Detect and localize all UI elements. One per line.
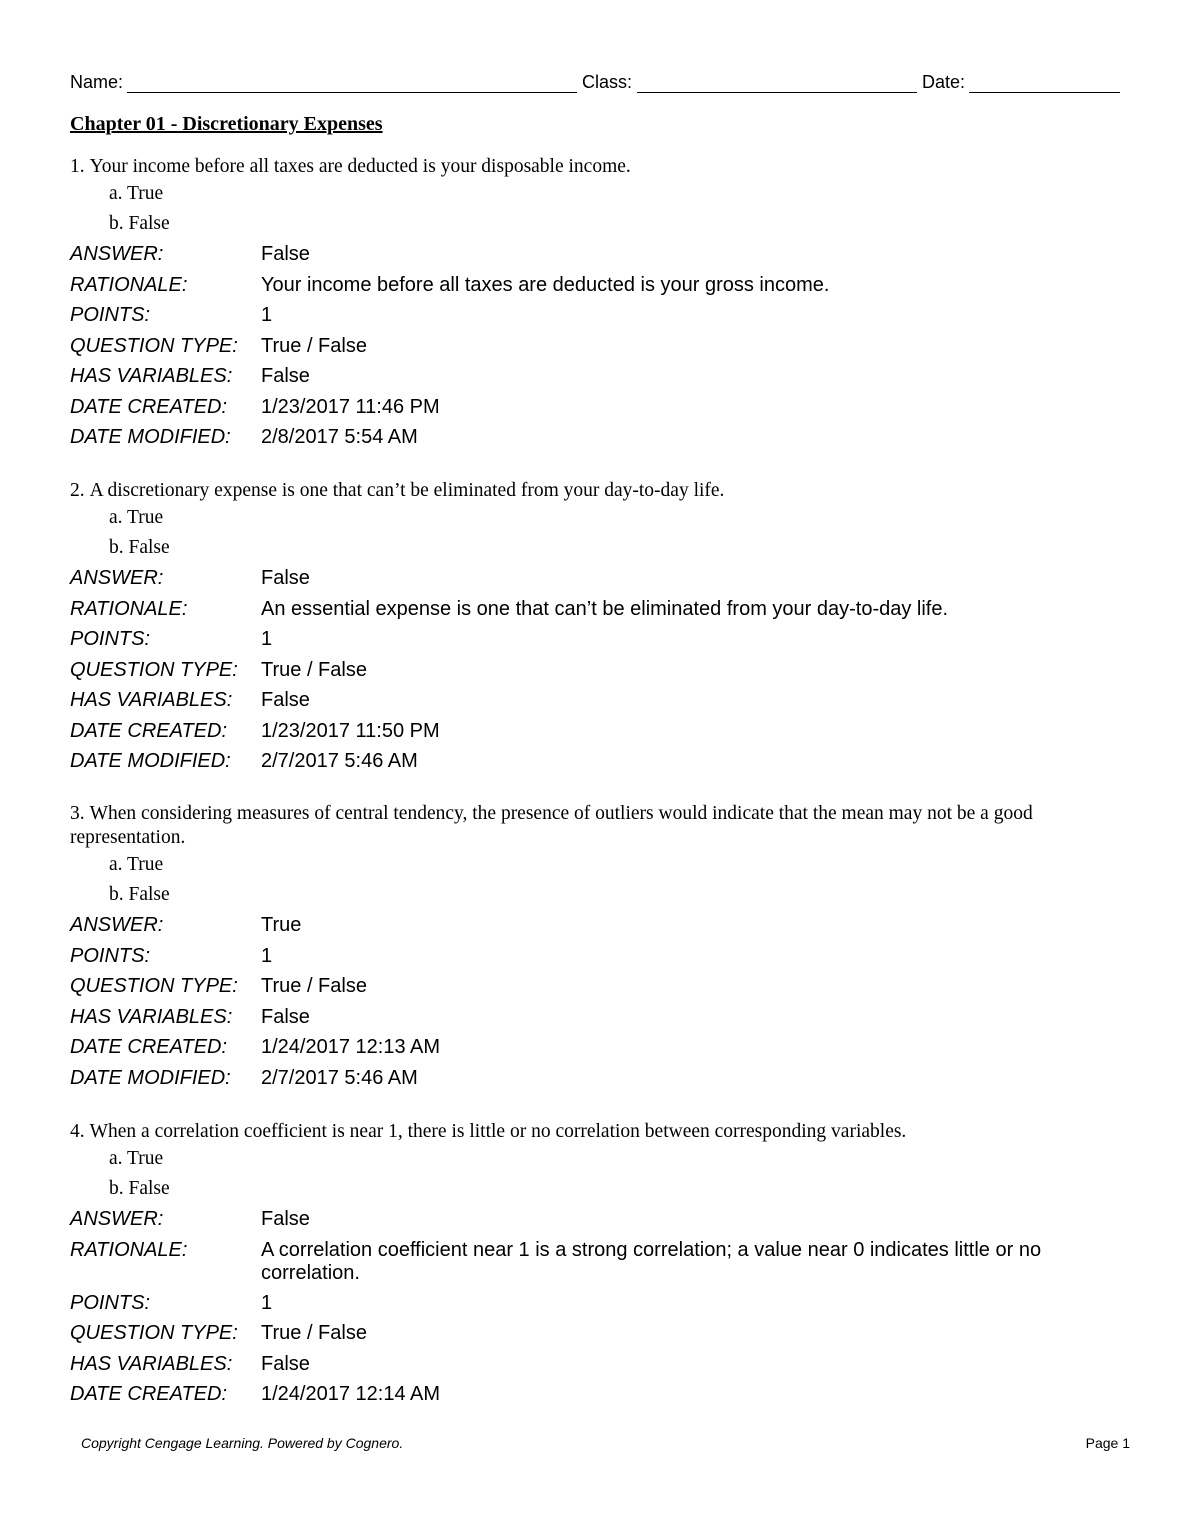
choice-b: b. False [109, 1178, 170, 1199]
question-text: When a correlation coefficient is near 1, there is little or no correlation between corresponding variables. [89, 1121, 907, 1142]
footer-page-number: Page 1 [1085, 1435, 1130, 1451]
question-type-value: True / False [261, 334, 367, 357]
rationale-value: Your income before all taxes are deducted is your gross income. [261, 273, 830, 296]
date-created-label: DATE CREATED: [70, 719, 228, 742]
name-blank [127, 92, 577, 93]
rationale-row [70, 594, 1120, 625]
points-value: 1 [261, 944, 273, 967]
question-text: Your income before all taxes are deducted is your disposable income. [89, 156, 631, 177]
choice-b: b. False [109, 884, 170, 905]
date-modified-label: DATE MODIFIED: [70, 750, 231, 772]
has-variables-row [70, 1002, 1120, 1033]
date-created-row [70, 1379, 1120, 1410]
question-number: 1. [70, 156, 85, 177]
answer-row [70, 1204, 1120, 1235]
has-variables-value: False [261, 1005, 310, 1028]
question-type-label: QUESTION TYPE: [70, 334, 238, 357]
question-4 [70, 1120, 1120, 1410]
choice-a: a. True [109, 183, 164, 204]
points-row [70, 1288, 1120, 1319]
question-stem [70, 802, 1120, 850]
rationale-label: RATIONALE: [70, 1238, 188, 1261]
date-modified-row [70, 1063, 1120, 1094]
answer-label: ANSWER: [70, 914, 164, 936]
date-created-value: 1/24/2017 12:13 AM [261, 1036, 441, 1058]
points-value: 1 [261, 1291, 273, 1314]
question-number: 2. [70, 480, 85, 501]
question-type-row [70, 655, 1120, 686]
rationale-value: A correlation coefficient near 1 is a strong correlation; a value near 0 indicates little or no correlation. [261, 1238, 1042, 1284]
choice-b: b. False [109, 213, 170, 234]
points-label: POINTS: [70, 628, 151, 650]
choice-a: a. True [109, 507, 164, 528]
answer-value: True [261, 914, 302, 936]
date-created-row [70, 716, 1120, 747]
date-modified-value: 2/8/2017 5:54 AM [261, 426, 418, 448]
points-value: 1 [261, 304, 273, 326]
points-row [70, 300, 1120, 331]
date-created-row [70, 392, 1120, 423]
date-created-label: DATE CREATED: [70, 1383, 228, 1405]
question-stem [70, 1120, 1120, 1144]
choice-a: a. True [109, 1148, 164, 1169]
question-type-value: True / False [261, 658, 367, 681]
has-variables-label: HAS VARIABLES: [70, 1352, 233, 1375]
chapter-title: Chapter 01 - Discretionary Expenses [70, 113, 383, 135]
has-variables-row [70, 1349, 1120, 1380]
choice-a: a. True [109, 854, 164, 875]
header-fields [70, 70, 1120, 96]
has-variables-row [70, 685, 1120, 716]
date-modified-value: 2/7/2017 5:46 AM [261, 1066, 418, 1089]
has-variables-value: False [261, 689, 310, 711]
question-1 [70, 155, 1120, 453]
question-stem [70, 479, 1120, 503]
date-created-value: 1/24/2017 12:14 AM [261, 1383, 441, 1405]
points-label: POINTS: [70, 304, 151, 326]
rationale-label: RATIONALE: [70, 597, 188, 620]
date-created-value: 1/23/2017 11:50 PM [261, 719, 440, 742]
has-variables-label: HAS VARIABLES: [70, 365, 233, 387]
answer-label: ANSWER: [70, 1208, 164, 1230]
question-number: 3. [70, 803, 85, 824]
date-blank [969, 92, 1120, 93]
question-type-label: QUESTION TYPE: [70, 1322, 238, 1344]
footer-copyright: Copyright Cengage Learning. Powered by Cognero. [81, 1435, 404, 1451]
question-2 [70, 479, 1120, 777]
date-modified-row [70, 422, 1120, 453]
date-created-row [70, 1032, 1120, 1063]
points-value: 1 [261, 628, 273, 650]
points-label: POINTS: [70, 1291, 151, 1314]
question-type-value: True / False [261, 1322, 367, 1344]
answer-row [70, 563, 1120, 594]
points-row [70, 624, 1120, 655]
question-type-row [70, 971, 1120, 1002]
answer-value: False [261, 1208, 310, 1230]
rationale-row [70, 1235, 1120, 1288]
question-type-row [70, 331, 1120, 362]
date-label: Date: [922, 72, 966, 92]
date-created-label: DATE CREATED: [70, 1036, 228, 1058]
answer-row [70, 239, 1120, 270]
date-created-label: DATE CREATED: [70, 395, 228, 418]
has-variables-value: False [261, 365, 310, 387]
question-type-label: QUESTION TYPE: [70, 975, 238, 997]
rationale-value: An essential expense is one that can’t be eliminated from your day-to-day life. [261, 597, 949, 620]
has-variables-label: HAS VARIABLES: [70, 1005, 233, 1028]
date-created-value: 1/23/2017 11:46 PM [261, 395, 440, 418]
question-text: A discretionary expense is one that can’t be eliminated from your day-to-day life. [89, 480, 725, 501]
question-stem [70, 155, 1120, 179]
class-blank [637, 92, 917, 93]
has-variables-row [70, 361, 1120, 392]
has-variables-value: False [261, 1352, 310, 1375]
date-modified-value: 2/7/2017 5:46 AM [261, 750, 418, 772]
answer-value: False [261, 567, 310, 589]
points-label: POINTS: [70, 944, 151, 967]
date-modified-row [70, 746, 1120, 777]
question-type-value: True / False [261, 975, 367, 997]
answer-value: False [261, 243, 310, 265]
question-3 [70, 802, 1120, 1093]
has-variables-label: HAS VARIABLES: [70, 689, 233, 711]
answer-label: ANSWER: [70, 567, 164, 589]
answer-row [70, 910, 1120, 941]
rationale-label: RATIONALE: [70, 273, 188, 296]
class-label: Class: [582, 72, 633, 92]
rationale-row [70, 270, 1120, 301]
question-number: 4. [70, 1121, 85, 1142]
name-label: Name: [70, 72, 124, 92]
answer-label: ANSWER: [70, 243, 164, 265]
question-type-label: QUESTION TYPE: [70, 658, 238, 681]
date-modified-label: DATE MODIFIED: [70, 426, 231, 448]
choice-b: b. False [109, 537, 170, 558]
question-type-row [70, 1318, 1120, 1349]
date-modified-label: DATE MODIFIED: [70, 1066, 231, 1089]
question-text: When considering measures of central tendency, the presence of outliers would indicate that the mean may not be a good representation. [70, 803, 1033, 848]
points-row [70, 941, 1120, 972]
